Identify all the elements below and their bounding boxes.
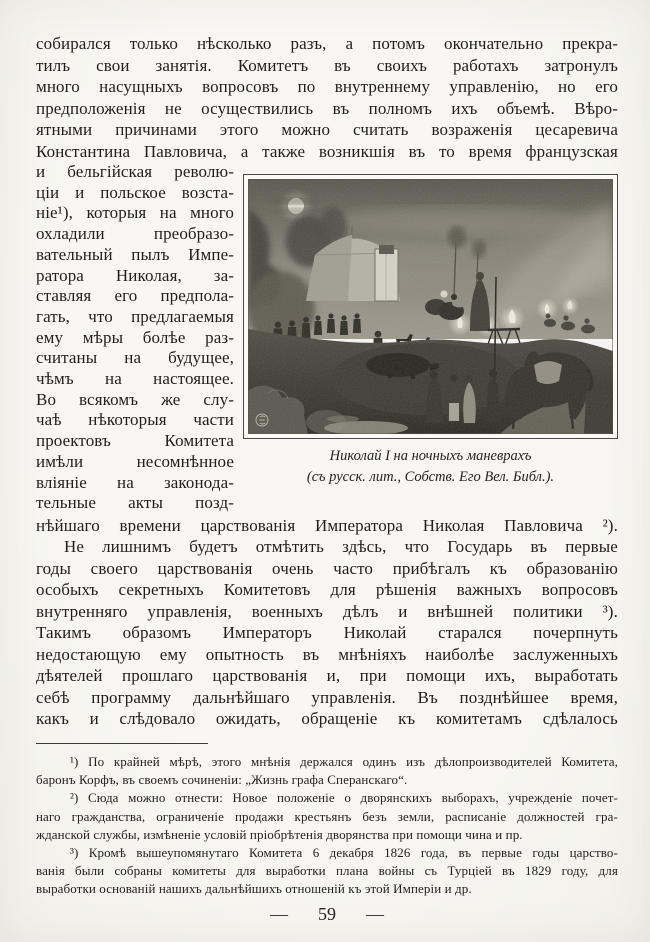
footnote-separator xyxy=(36,743,208,744)
text-line: ціи и польское возста- xyxy=(36,182,234,202)
text-line: недостающую ему опытность въ мнѣніяхъ наиболѣе заслуженныхъ xyxy=(36,644,618,664)
text-line: чѣмъ на настоящее. xyxy=(36,369,234,389)
footnotes xyxy=(36,753,618,899)
text-line: имѣли несомнѣнное xyxy=(36,451,234,471)
text-line: ніе¹), которыя на много xyxy=(36,203,234,223)
figure-caption xyxy=(243,446,618,488)
text-line: чаѣ нѣкоторыя части xyxy=(36,410,234,430)
figure-block xyxy=(243,174,618,488)
text-line: ³) Кромѣ вышеупомянутаго Комитета 6 декабря 1826 года, въ первые годы царство- xyxy=(70,844,618,860)
text-line: считаны на будущее, xyxy=(36,348,234,368)
text-and-figure-row xyxy=(36,162,618,514)
text-line: какъ и слѣдовало ожидать, обращеніе къ комитетамъ сдѣлалось xyxy=(36,709,618,729)
text-line: выработки основаній нашихъ дальнѣйшихъ отношеній къ этой Имперіи и др. xyxy=(36,881,472,897)
text-line: гать, что предлагаемыя xyxy=(36,306,234,326)
text-line: жданской службы, измѣненіе условій пріобрѣтенія дворянства при помощи чина и пр. xyxy=(36,826,523,842)
figure-frame xyxy=(243,174,618,439)
figure-caption-line1: Николай I на ночныхъ маневрахъ xyxy=(329,448,532,464)
wrapped-text-column xyxy=(36,162,234,514)
text-line: ¹) По крайней мѣрѣ, этого мнѣнія держался одинъ изъ дѣлопроизводителей Комитета, xyxy=(70,753,618,769)
nicholas-night-maneuvers-illustration xyxy=(248,179,613,434)
text-line: ратора Николая, за- xyxy=(36,265,234,285)
text-line: много насущныхъ вопросовъ по внутреннему управленію, но его xyxy=(36,77,618,96)
text-line: ванія были собраны комитеты для выработки плана войны съ Турціей въ 1829 году, для xyxy=(36,863,618,879)
text-line: проектовъ Комитета xyxy=(36,431,234,451)
text-line: тилъ свои занятія. Комитетъ въ своихъ работахъ затронулъ xyxy=(36,55,618,75)
text-line: ему мѣры болѣе раз- xyxy=(36,327,234,347)
page-number-dash-left: — xyxy=(270,903,288,924)
text-line: Константина Павловича, а также возникшія въ то время французская xyxy=(36,141,618,161)
paragraph-bottom xyxy=(36,515,618,730)
text-line: охладили преобразо- xyxy=(36,224,234,244)
text-line: тельные акты позд- xyxy=(36,493,234,513)
text-line: годы своего царствованія очень часто прибѣгалъ къ образованію xyxy=(36,558,618,578)
text-line: баронъ Корфъ, въ своемъ сочиненіи: „Жизнь графа Сперанскаго“. xyxy=(36,772,408,788)
page-number xyxy=(36,904,618,925)
text-line: Такимъ образомъ Императоръ Николай старался почерпнуть xyxy=(36,623,618,643)
text-line: себѣ программу дальнѣйшаго управленія. Въ позднѣйшее время, xyxy=(36,687,618,707)
text-line: ²) Сюда можно отнести: Новое положеніе о дворянскихъ выборахъ, учрежденіе почет- xyxy=(70,790,618,806)
text-line: вательный пылъ Импе- xyxy=(36,244,234,264)
text-line: вліяніе на законода- xyxy=(36,472,234,492)
text-line: Не лишнимъ будетъ отмѣтить здѣсь, что Государь въ первые xyxy=(64,537,618,557)
text-line: собирался только нѣсколько разъ, а потомъ окончательно прекра- xyxy=(36,34,618,53)
text-line: особыхъ секретныхъ Комитетовъ для рѣшенія важныхъ вопросовъ xyxy=(36,580,618,600)
text-line: наго гражданства, ограниченіе продажи крестьянъ безъ земли, расписаніе должностей гра- xyxy=(36,808,618,824)
text-line: Во всякомъ же слу- xyxy=(36,389,234,409)
figure-caption-line2: (съ русск. лит., Собств. Его Вел. Библ.). xyxy=(306,469,555,485)
text-line: предположенія не осуществились въ полномъ ихъ объемѣ. Вѣро- xyxy=(36,98,618,118)
text-line: и бельгійская револю- xyxy=(36,162,234,181)
page-number-value: 59 xyxy=(318,903,336,924)
paragraph-top xyxy=(36,33,618,162)
text-line: ятными причинами этого можно считать возраженія цесаревича xyxy=(36,120,618,139)
page-number-dash-right: — xyxy=(366,903,384,924)
text-line: внутренняго управленія, военныхъ дѣлъ и внѣшней политики ³). xyxy=(36,601,618,621)
text-line: ставляя его предпола- xyxy=(36,286,234,306)
text-line: дѣятелей прошлаго царствованія и, при помощи ихъ, выработать xyxy=(36,666,618,686)
text-line: нѣйшаго времени царствованія Императора Николая Павловича ²). xyxy=(36,515,618,535)
